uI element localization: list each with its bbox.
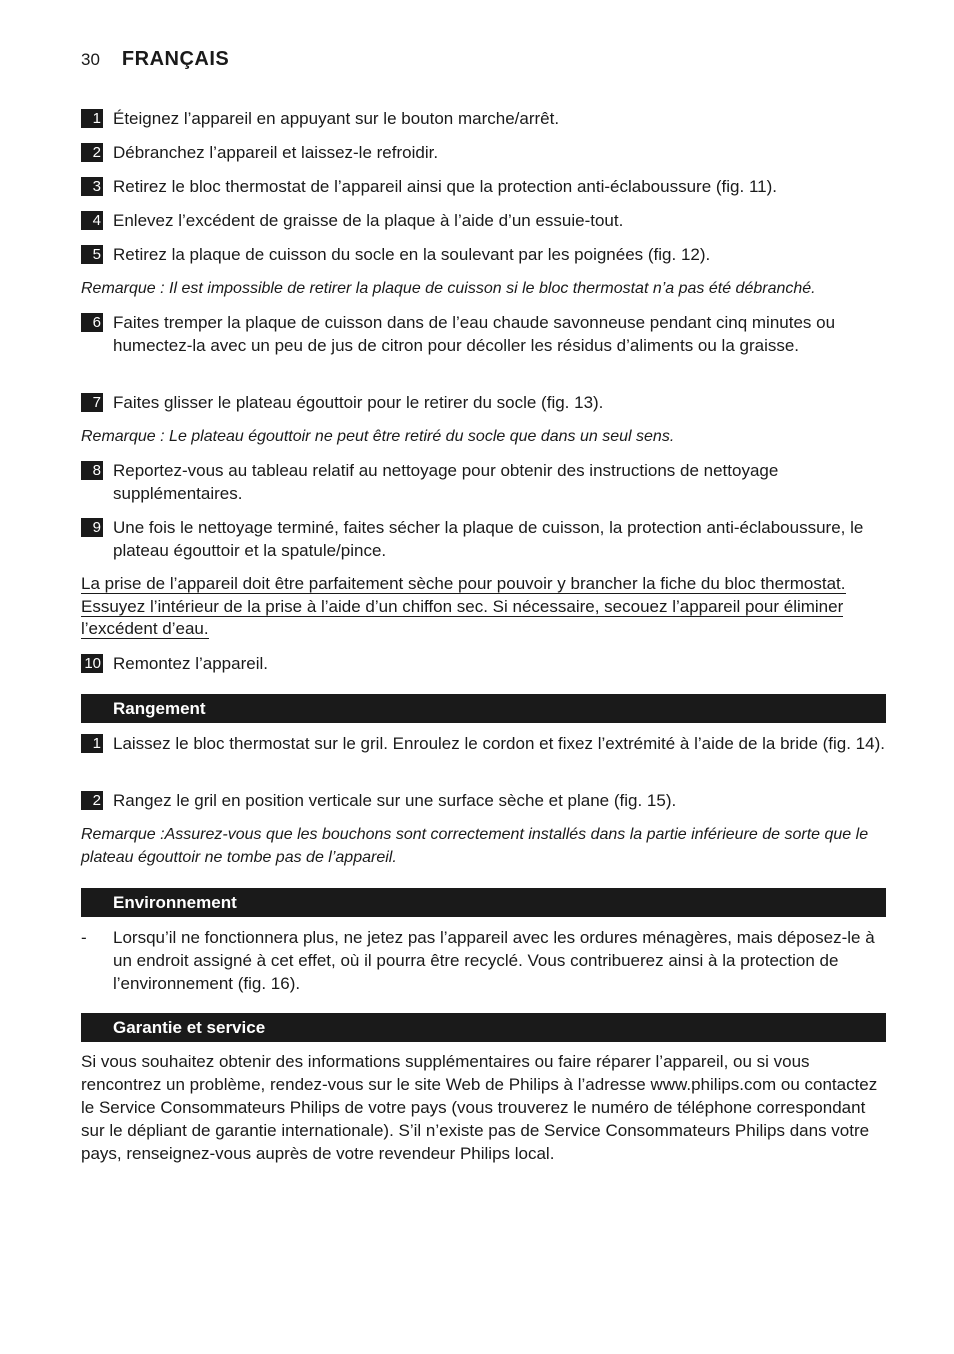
step-item [81, 391, 886, 414]
note: Remarque :Assurez-vous que les bouchons sont correctement installés dans la partie inférieure de sorte que le plateau égouttoir ne tombe pas de l’appareil. [81, 826, 869, 866]
bullet-dash: - [81, 928, 87, 947]
language-title: FRANÇAIS [121, 48, 230, 70]
step-text: Faites glisser le plateau égouttoir pour le retirer du socle (fig. 13). [113, 393, 604, 412]
environment-text: Lorsqu’il ne fonctionnera plus, ne jetez pas l’appareil avec les ordures ménagères, mais déposez-le à un endroit assigné à cet effet, où il pourra être recyclé. Vous contribuerez ainsi à la protection de l’environnement (fig. 16). [113, 928, 875, 993]
step-number: 7 [81, 393, 103, 412]
step-number: 10 [81, 654, 103, 673]
warranty-text-end: ou contactez le Service Consommateurs Philips de votre pays (vous trouverez le numéro de téléphone correspondant sur le dépliant de garantie internationale). S’il n’existe pas de Service Consommateurs Philips dans votre pays, renseignez-vous auprès de votre revendeur Philips local. [81, 1075, 878, 1163]
note: Remarque : Il est impossible de retirer la plaque de cuisson si le bloc thermostat n’a pas été débranché. [81, 280, 816, 297]
warning-line: La prise de l’appareil doit être parfaitement sèche pour pouvoir y brancher la fiche du bloc thermostat. Essuyez l’intérieur de la prise à l’aide d’un chiffon sec. Si nécessaire, secouez l’appareil pour éliminer l’excédent d’eau. [81, 574, 846, 638]
step-text: Rangez le gril en position verticale sur une surface sèche et plane (fig. 15). [113, 791, 677, 810]
step-item [81, 141, 886, 164]
step-number: 9 [81, 518, 103, 537]
section-heading-storage: Rangement [81, 694, 886, 723]
list-item [81, 926, 886, 995]
step-item [81, 652, 886, 675]
step-text: Enlevez l’excédent de graisse de la plaque à l’aide d’un essuie-tout. [113, 211, 624, 230]
step-number: 3 [81, 177, 103, 196]
step-text: Retirez le bloc thermostat de l’appareil ainsi que la protection anti-éclaboussure (fig. 11). [113, 177, 777, 196]
step-item [81, 243, 886, 266]
step-number: 5 [81, 245, 103, 264]
step-number: 8 [81, 461, 103, 480]
page-number: 30 [81, 50, 100, 69]
step-item [81, 107, 886, 130]
step-number: 1 [81, 109, 103, 128]
step-number: 6 [81, 313, 103, 332]
step-item [81, 789, 886, 812]
step-number: 2 [81, 791, 103, 810]
step-item [81, 209, 886, 232]
step-text: Laissez le bloc thermostat sur le gril. Enroulez le cordon et fixez l’extrémité à l’aide de la bride (fig. 14). [113, 734, 885, 753]
step-text: Remontez l’appareil. [113, 654, 268, 673]
step-item [81, 175, 886, 198]
section-heading-environment: Environnement [81, 888, 886, 917]
step-text: Reportez-vous au tableau relatif au nettoyage pour obtenir des instructions de nettoyage supplémentaires. [113, 461, 779, 503]
philips-website-link[interactable]: www.philips.com [650, 1075, 777, 1094]
step-text: Éteignez l’appareil en appuyant sur le bouton marche/arrêt. [113, 109, 560, 128]
step-item [81, 311, 886, 357]
step-item [81, 459, 886, 505]
step-number: 1 [81, 734, 103, 753]
step-item [81, 516, 886, 562]
step-item [81, 732, 886, 755]
note: Remarque : Le plateau égouttoir ne peut être retiré du socle que dans un seul sens. [81, 428, 675, 445]
section-heading-warranty: Garantie et service [81, 1013, 886, 1042]
step-text: Une fois le nettoyage terminé, faites sécher la plaque de cuisson, la protection anti-éclaboussure, le plateau égouttoir et la spatule/pince. [113, 518, 864, 560]
step-number: 2 [81, 143, 103, 162]
warranty-text-start: Si vous souhaitez obtenir des informations supplémentaires ou faire réparer l’appareil, ou si vous rencontrez un problème, rendez-vous sur le site Web de Philips à l’adresse [81, 1052, 810, 1094]
step-text: Retirez la plaque de cuisson du socle en la soulevant par les poignées (fig. 12). [113, 245, 711, 264]
step-text: Débranchez l’appareil et laissez-le refroidir. [113, 143, 439, 162]
page-header [81, 48, 229, 71]
warning-text [81, 573, 886, 641]
step-text: Faites tremper la plaque de cuisson dans de l’eau chaude savonneuse pendant cinq minutes ou humectez-la avec un peu de jus de citron pour décoller les résidus d’aliments ou la graisse. [113, 313, 836, 355]
step-number: 4 [81, 211, 103, 230]
warranty-text [81, 1050, 886, 1165]
